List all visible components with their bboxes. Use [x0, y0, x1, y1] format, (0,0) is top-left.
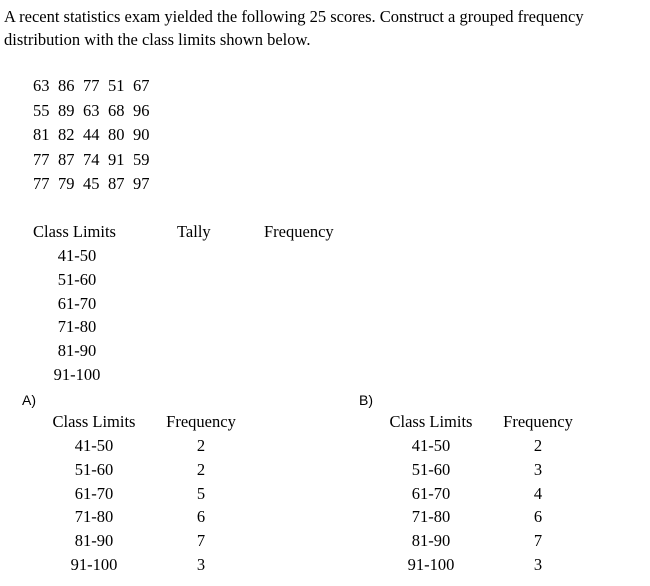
class-limit: 41-50 — [57, 246, 97, 265]
table-row — [375, 505, 589, 529]
class-limit-cell: 61-70 — [74, 483, 114, 503]
class-limit-cell: 91-100 — [70, 554, 118, 574]
class-limit-cell: 71-80 — [411, 507, 451, 527]
frequency-cell: 6 — [533, 507, 543, 527]
table-row — [38, 553, 252, 577]
table-header-row — [38, 410, 252, 434]
option-a-table — [38, 410, 252, 577]
score-value: 79 — [58, 174, 75, 193]
class-limit-cell: 81-90 — [74, 531, 114, 551]
scores-row — [33, 123, 158, 148]
table-row — [38, 529, 252, 553]
frequency-cell: 2 — [196, 459, 206, 479]
score-value: 55 — [33, 100, 50, 120]
frequency-cell: 6 — [196, 507, 206, 527]
table-row — [375, 458, 589, 482]
score-value: 63 — [33, 76, 50, 95]
frequency-cell: 4 — [533, 483, 543, 503]
table-row — [375, 482, 589, 506]
score-value: 68 — [108, 100, 125, 120]
class-limit-cell: 41-50 — [411, 436, 451, 455]
class-limit-cell: 91-100 — [407, 554, 455, 574]
score-value: 51 — [108, 76, 125, 95]
table-row — [38, 434, 252, 458]
score-value: 96 — [133, 100, 150, 120]
worksheet-class-limits — [40, 244, 114, 387]
option-b-table — [375, 410, 589, 577]
table-row — [38, 505, 252, 529]
table-row — [375, 553, 589, 577]
frequency-cell: 7 — [196, 531, 206, 551]
column-header-frequency: Frequency — [503, 412, 573, 431]
class-limit: 51-60 — [57, 269, 97, 289]
frequency-cell: 3 — [533, 554, 543, 574]
class-limit-cell: 51-60 — [411, 459, 451, 479]
score-value: 63 — [83, 100, 100, 120]
option-b-label: B) — [359, 392, 373, 408]
score-value: 44 — [83, 125, 100, 144]
frequency-cell: 7 — [533, 531, 543, 551]
class-limit: 71-80 — [57, 317, 97, 337]
class-limit-cell: 41-50 — [74, 436, 114, 455]
score-value: 97 — [133, 174, 150, 193]
score-value: 67 — [133, 76, 150, 95]
score-value: 87 — [58, 149, 75, 169]
table-row — [38, 458, 252, 482]
column-header-frequency: Frequency — [166, 412, 236, 431]
score-value: 45 — [83, 174, 100, 193]
frequency-cell: 3 — [533, 459, 543, 479]
worksheet-header-class-limits: Class Limits — [33, 222, 116, 241]
question-prompt: A recent statistics exam yielded the following 25 scores. Construct a grouped frequency distribution with the class limits shown below. — [4, 7, 584, 49]
class-limit-cell: 81-90 — [411, 531, 451, 551]
column-header-class-limits: Class Limits — [389, 412, 473, 431]
scores-row — [33, 148, 158, 173]
scores-block — [33, 74, 158, 197]
scores-row — [33, 172, 158, 197]
table-header-row — [375, 410, 589, 434]
worksheet-header-frequency: Frequency — [264, 222, 334, 241]
score-value: 82 — [58, 125, 75, 144]
score-value: 89 — [58, 100, 75, 120]
class-limit-cell: 61-70 — [411, 483, 451, 503]
table-row — [375, 529, 589, 553]
frequency-cell: 5 — [196, 483, 206, 503]
score-value: 74 — [83, 149, 100, 169]
option-a-label: A) — [22, 392, 36, 408]
table-row — [375, 434, 589, 458]
class-limit: 81-90 — [57, 341, 97, 361]
score-value: 59 — [133, 149, 150, 169]
score-value: 77 — [83, 76, 100, 95]
score-value: 91 — [108, 149, 125, 169]
score-value: 86 — [58, 76, 75, 95]
class-limit: 91-100 — [53, 364, 101, 384]
score-value: 90 — [133, 125, 150, 144]
score-value: 80 — [108, 125, 125, 144]
class-limit-cell: 71-80 — [74, 507, 114, 527]
class-limit-cell: 51-60 — [74, 459, 114, 479]
score-value: 77 — [33, 174, 50, 193]
scores-row — [33, 74, 158, 99]
score-value: 81 — [33, 125, 50, 144]
frequency-cell: 2 — [533, 436, 543, 455]
column-header-class-limits: Class Limits — [52, 412, 136, 431]
score-value: 77 — [33, 149, 50, 169]
frequency-cell: 3 — [196, 554, 206, 574]
score-value: 87 — [108, 174, 125, 193]
class-limit: 61-70 — [57, 293, 97, 313]
scores-row — [33, 99, 158, 124]
table-row — [38, 482, 252, 506]
frequency-cell: 2 — [196, 436, 206, 455]
worksheet-header-tally: Tally — [177, 222, 211, 241]
